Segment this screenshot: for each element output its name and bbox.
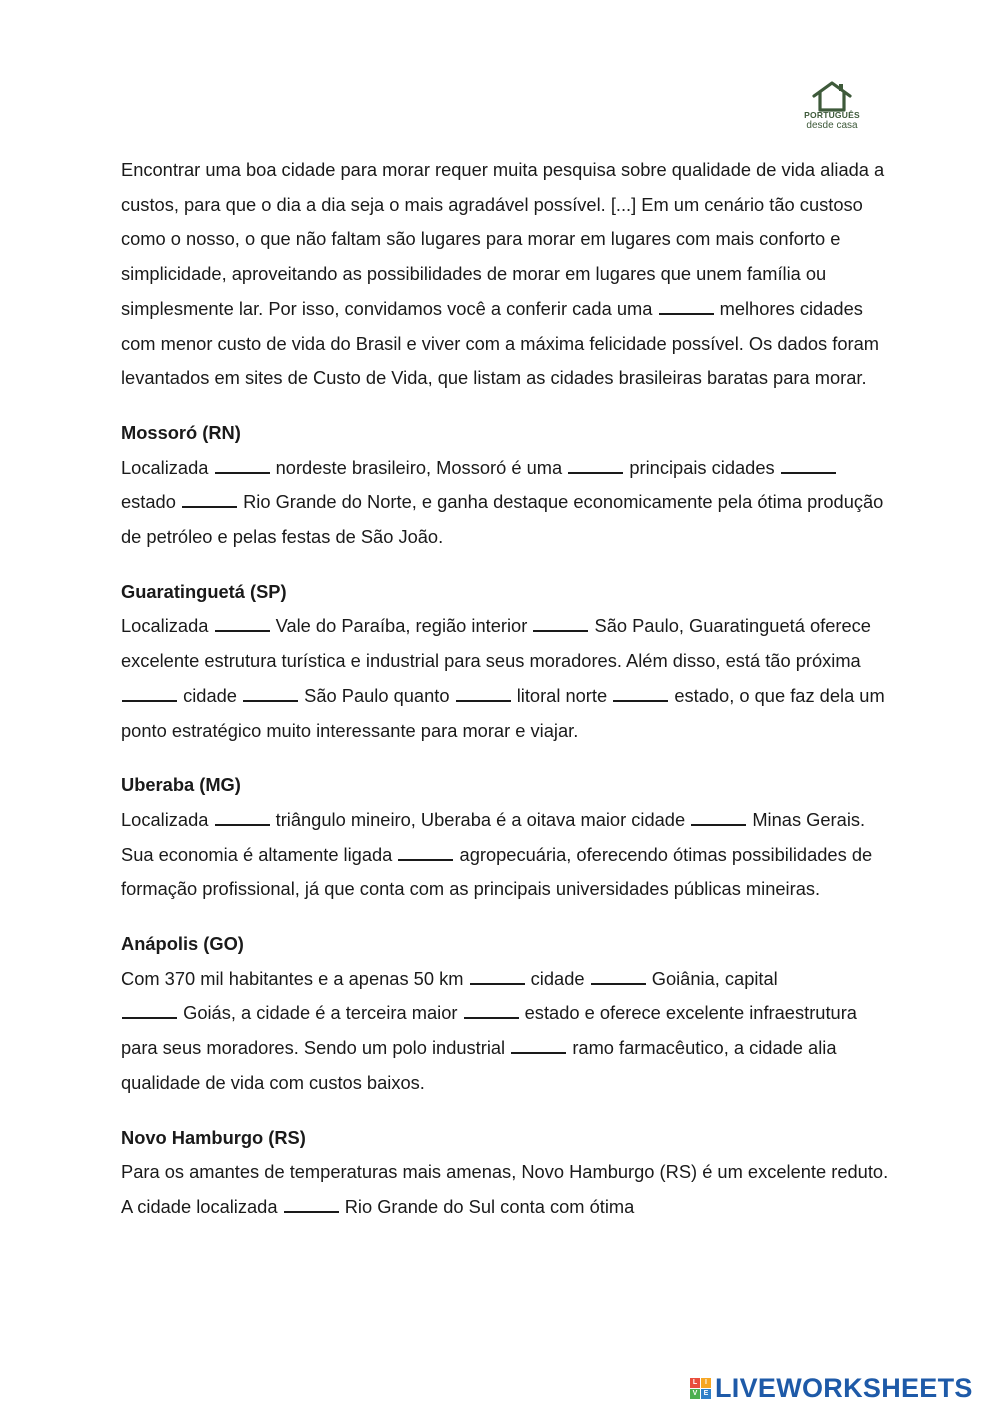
blank-input[interactable] bbox=[456, 699, 511, 702]
blank-input[interactable] bbox=[215, 823, 270, 826]
text-segment: Com 370 mil habitantes e a apenas 50 km bbox=[121, 967, 464, 989]
blank-input[interactable] bbox=[122, 699, 177, 702]
text-segment: principais cidades bbox=[629, 456, 775, 478]
worksheet-text bbox=[121, 153, 891, 1245]
blank-input[interactable] bbox=[243, 699, 298, 702]
text-segment: ramo farmacêutico, a cidade alia qualidade de vida com custos baixos. bbox=[121, 1037, 837, 1093]
badge-letter: E bbox=[701, 1389, 711, 1399]
text-segment: Rio Grande do Norte, e ganha destaque economicamente pela ótima produção de petróleo e pelas festas de São João. bbox=[121, 491, 884, 548]
section-anapolis bbox=[121, 927, 891, 1101]
text-segment: estado e oferece excelente infraestrutura para seus moradores. Sendo um polo industrial bbox=[121, 1002, 857, 1059]
text-segment: melhores cidades com menor custo de vida do Brasil e viver com a máxima felicidade possível. Os dados foram levantados em sites de Custo de Vida, que listam as cidades brasileiras baratas para morar. bbox=[121, 297, 879, 389]
text-segment: estado, o que faz dela um ponto estratégico muito interessante para morar e viajar. bbox=[121, 684, 885, 741]
section-guaratingueta bbox=[121, 575, 891, 749]
text-segment: Encontrar uma boa cidade para morar requer muita pesquisa sobre qualidade de vida aliada a custos, para que o dia a dia seja o mais agradável possível. [...] Em um cenário tão custoso como o nosso, o que não faltam são lugares para morar em lugares com mais conforto e simplicidade, aproveitando as possibilidades de morar em lugares que unem família ou simplesmente lar. Por isso, convidamos você a conferir cada uma bbox=[121, 159, 885, 319]
text-segment: agropecuária, oferecendo ótimas possibilidades de formação profissional, já que conta com as principais universidades públicas mineiras. bbox=[121, 843, 873, 900]
blank-input[interactable] bbox=[464, 1016, 519, 1019]
text-segment: estado bbox=[121, 491, 176, 513]
section-title: Guaratinguetá (SP) bbox=[121, 580, 287, 602]
text-segment: São Paulo quanto bbox=[304, 684, 450, 706]
section-paragraph bbox=[121, 962, 891, 1101]
blank-input[interactable] bbox=[659, 312, 714, 315]
section-title: Novo Hamburgo (RS) bbox=[121, 1126, 306, 1148]
text-segment: nordeste brasileiro, Mossoró é uma bbox=[275, 456, 563, 478]
blank-input[interactable] bbox=[533, 629, 588, 632]
text-segment: Minas Gerais. Sua economia é altamente ligada bbox=[121, 808, 866, 865]
section-novo-hamburgo bbox=[121, 1121, 891, 1225]
badge-letter: I bbox=[701, 1378, 711, 1388]
logo-subtitle: desde casa bbox=[806, 120, 858, 131]
text-segment: Localizada bbox=[121, 456, 209, 478]
blank-input[interactable] bbox=[511, 1051, 566, 1054]
blank-input[interactable] bbox=[215, 471, 270, 474]
liveworksheets-brand: LIVEWORKSHEETS bbox=[715, 1372, 973, 1403]
blank-input[interactable] bbox=[122, 1016, 177, 1019]
section-uberaba bbox=[121, 768, 891, 907]
section-title: Anápolis (GO) bbox=[121, 933, 244, 955]
blank-input[interactable] bbox=[470, 982, 525, 985]
text-segment: Rio Grande do Sul conta com ótima bbox=[344, 1195, 635, 1217]
section-title: Uberaba (MG) bbox=[121, 774, 241, 796]
text-segment: litoral norte bbox=[516, 684, 608, 706]
portugues-desde-casa-logo bbox=[800, 80, 864, 131]
text-segment: cidade bbox=[530, 967, 585, 989]
text-segment: Goiás, a cidade é a terceira maior bbox=[183, 1002, 458, 1024]
intro-paragraph bbox=[121, 153, 891, 396]
section-mossoro bbox=[121, 416, 891, 555]
liveworksheets-badge-icon bbox=[690, 1378, 711, 1399]
text-segment: Goiânia, capital bbox=[651, 967, 778, 989]
blank-input[interactable] bbox=[691, 823, 746, 826]
text-segment: São Paulo, Guaratinguetá oferece excelente estrutura turística e industrial para seus moradores. Além disso, está tão próxima bbox=[121, 615, 871, 672]
logo-title: PORTUGUÊS bbox=[804, 110, 860, 120]
blank-input[interactable] bbox=[613, 699, 668, 702]
blank-input[interactable] bbox=[781, 471, 836, 474]
text-segment: Localizada bbox=[121, 615, 209, 637]
text-segment: cidade bbox=[183, 684, 237, 706]
blank-input[interactable] bbox=[591, 982, 646, 985]
blank-input[interactable] bbox=[568, 471, 623, 474]
house-icon bbox=[810, 80, 854, 112]
section-paragraph bbox=[121, 803, 891, 907]
badge-letter: L bbox=[690, 1378, 700, 1388]
text-segment: Vale do Paraíba, região interior bbox=[275, 615, 528, 637]
blank-input[interactable] bbox=[182, 505, 237, 508]
text-segment: triângulo mineiro, Uberaba é a oitava maior cidade bbox=[275, 808, 686, 830]
section-paragraph bbox=[121, 609, 891, 748]
badge-letter: V bbox=[690, 1389, 700, 1399]
section-title: Mossoró (RN) bbox=[121, 421, 241, 443]
blank-input[interactable] bbox=[284, 1210, 339, 1213]
section-paragraph bbox=[121, 451, 891, 555]
section-paragraph bbox=[121, 1155, 891, 1224]
text-segment: Localizada bbox=[121, 808, 209, 830]
text-segment: Para os amantes de temperaturas mais amenas, Novo Hamburgo (RS) é um excelente reduto. A cidade localizada bbox=[121, 1161, 889, 1217]
blank-input[interactable] bbox=[398, 858, 453, 861]
liveworksheets-footer[interactable] bbox=[690, 1374, 973, 1402]
blank-input[interactable] bbox=[215, 629, 270, 632]
